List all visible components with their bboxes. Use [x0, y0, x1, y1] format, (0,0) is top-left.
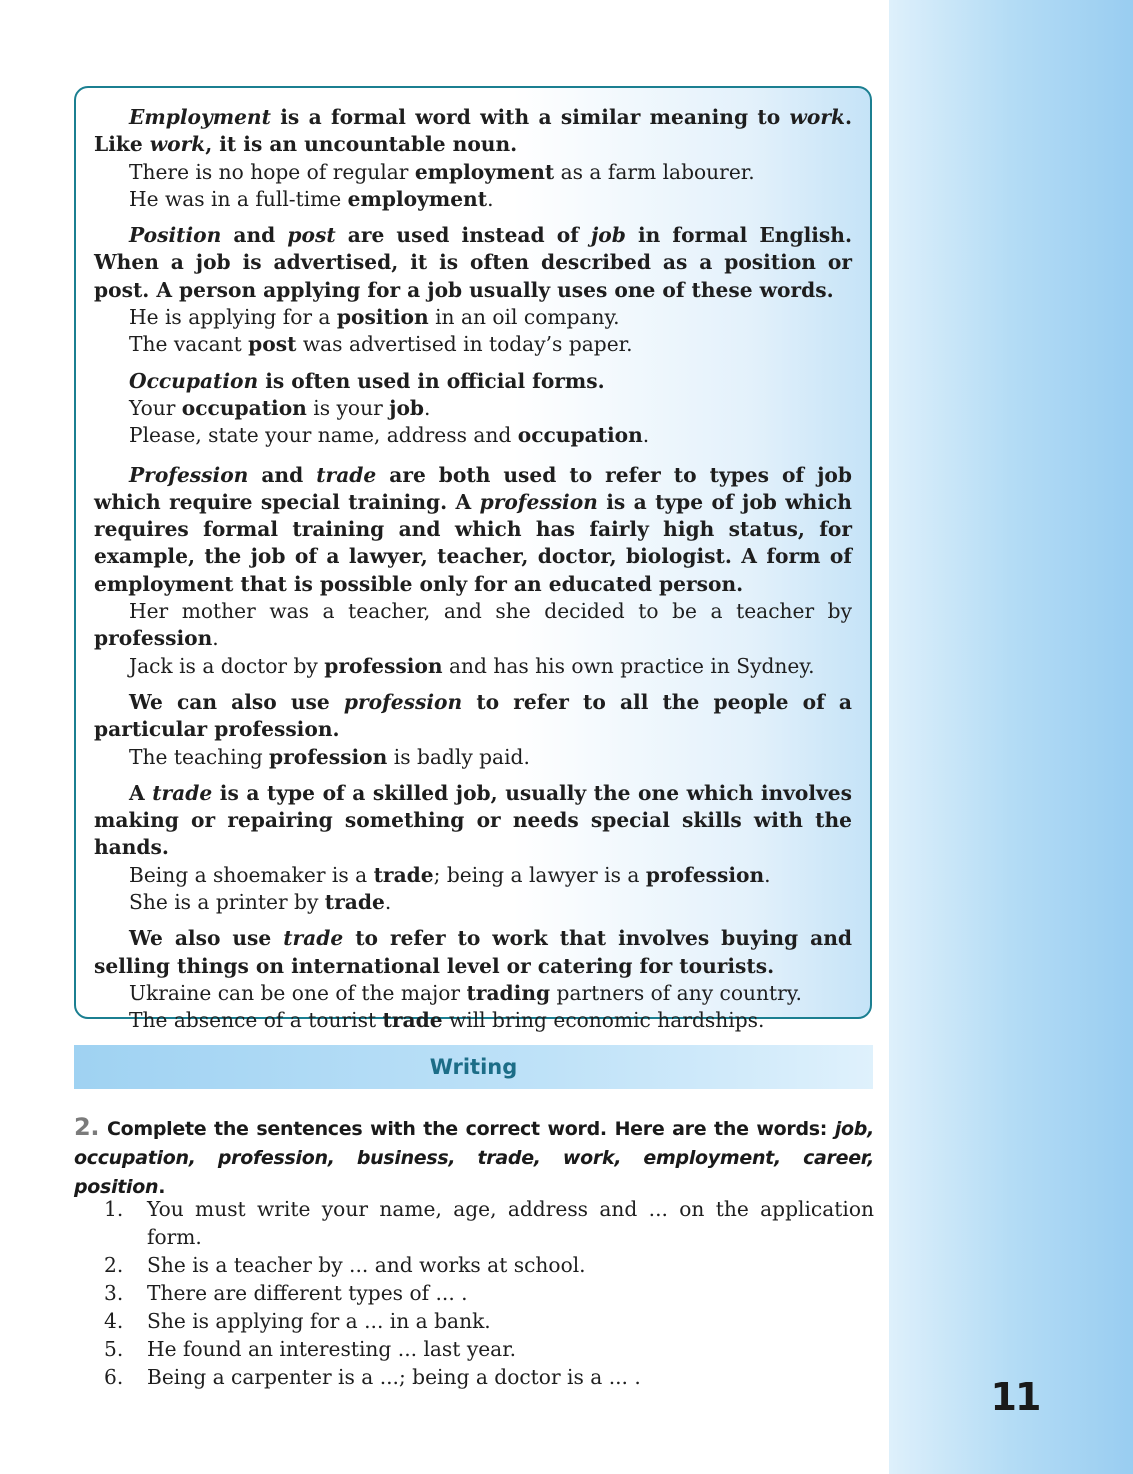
- list-item: 5. He found an interesting ... last year.: [104, 1337, 517, 1361]
- list-item: 1. You must write your name, age, address and ... on the application form.: [104, 1197, 874, 1249]
- employment-example-1: There is no hope of regular employment as a farm labourer.: [129, 159, 755, 184]
- trade-example-1: Being a shoemaker is a trade; being a lawyer is a profession.: [129, 862, 771, 887]
- employment-example-2: He was in a full-time employment.: [129, 186, 494, 211]
- profession-people-rule: We can also use profession to refer to all the people of a particular profession.: [94, 689, 853, 742]
- vocabulary-info-box: [74, 86, 872, 1033]
- profession-rule: Profession and trade are both used to refer to types of job which require special training. A profession is a type of job which requires formal training and which has fairly high status, for example, the job of a lawyer, teacher, doctor, biologist. A form of employment that is possible only for an educated person.: [94, 462, 852, 596]
- task-instruction: 2. Complete the sentences with the correct word. Here are the words: job, occupation, profession, business, trade, work, employment, career, position.: [74, 1113, 874, 1198]
- list-item: 6. Being a carpenter is a ...; being a doctor is a ... .: [104, 1365, 641, 1389]
- trade-business-rule: We also use trade to refer to work that involves buying and selling things on international level or catering for tourists.: [94, 926, 852, 978]
- occupation-rule: Occupation is often used in official forms.: [129, 368, 605, 393]
- list-item: 2. She is a teacher by ... and works at school.: [104, 1253, 586, 1277]
- trade-example-2: She is a printer by trade.: [129, 890, 392, 915]
- page-number: 11: [990, 1375, 1040, 1419]
- employment-rule: Employment is a formal word with a similar meaning to work. Like work, it is an uncountable noun.: [94, 105, 852, 157]
- list-item: 3. There are different types of ... .: [104, 1281, 468, 1305]
- profession-example-2: Jack is a doctor by profession and has his own practice in Sydney.: [129, 653, 815, 678]
- sentence-list: [104, 1195, 874, 1391]
- trade-rule: A trade is a type of a skilled job, usually the one which involves making or repairing something or needs special skills with the hands.: [94, 780, 852, 860]
- occupation-example-2: Please, state your name, address and occupation.: [129, 423, 650, 448]
- trade-business-example-2: The absence of a tourist trade will bring economic hardships.: [129, 1008, 765, 1033]
- side-color-band: [889, 0, 1133, 1474]
- task-word-list: job, occupation, profession, business, trade, work, employment, career, position: [74, 1118, 874, 1198]
- task-number: 2.: [74, 1113, 100, 1141]
- position-rule: Position and post are used instead of job in formal English. When a job is advertised, it is often described as a position or post. A person applying for a job usually uses one of these words.: [94, 223, 852, 302]
- trade-business-example-1: Ukraine can be one of the major trading partners of any country.: [129, 980, 802, 1005]
- profession-people-example: The teaching profession is badly paid.: [129, 744, 530, 769]
- section-heading-writing: Writing: [74, 1045, 873, 1089]
- position-example-1: He is applying for a position in an oil company.: [129, 305, 620, 330]
- profession-example-1: Her mother was a teacher, and she decided to be a teacher by profession.: [94, 599, 852, 651]
- occupation-example-1: Your occupation is your job.: [129, 395, 431, 420]
- list-item: 4. She is applying for a ... in a bank.: [104, 1309, 491, 1333]
- position-example-2: The vacant post was advertised in today’s paper.: [129, 332, 633, 357]
